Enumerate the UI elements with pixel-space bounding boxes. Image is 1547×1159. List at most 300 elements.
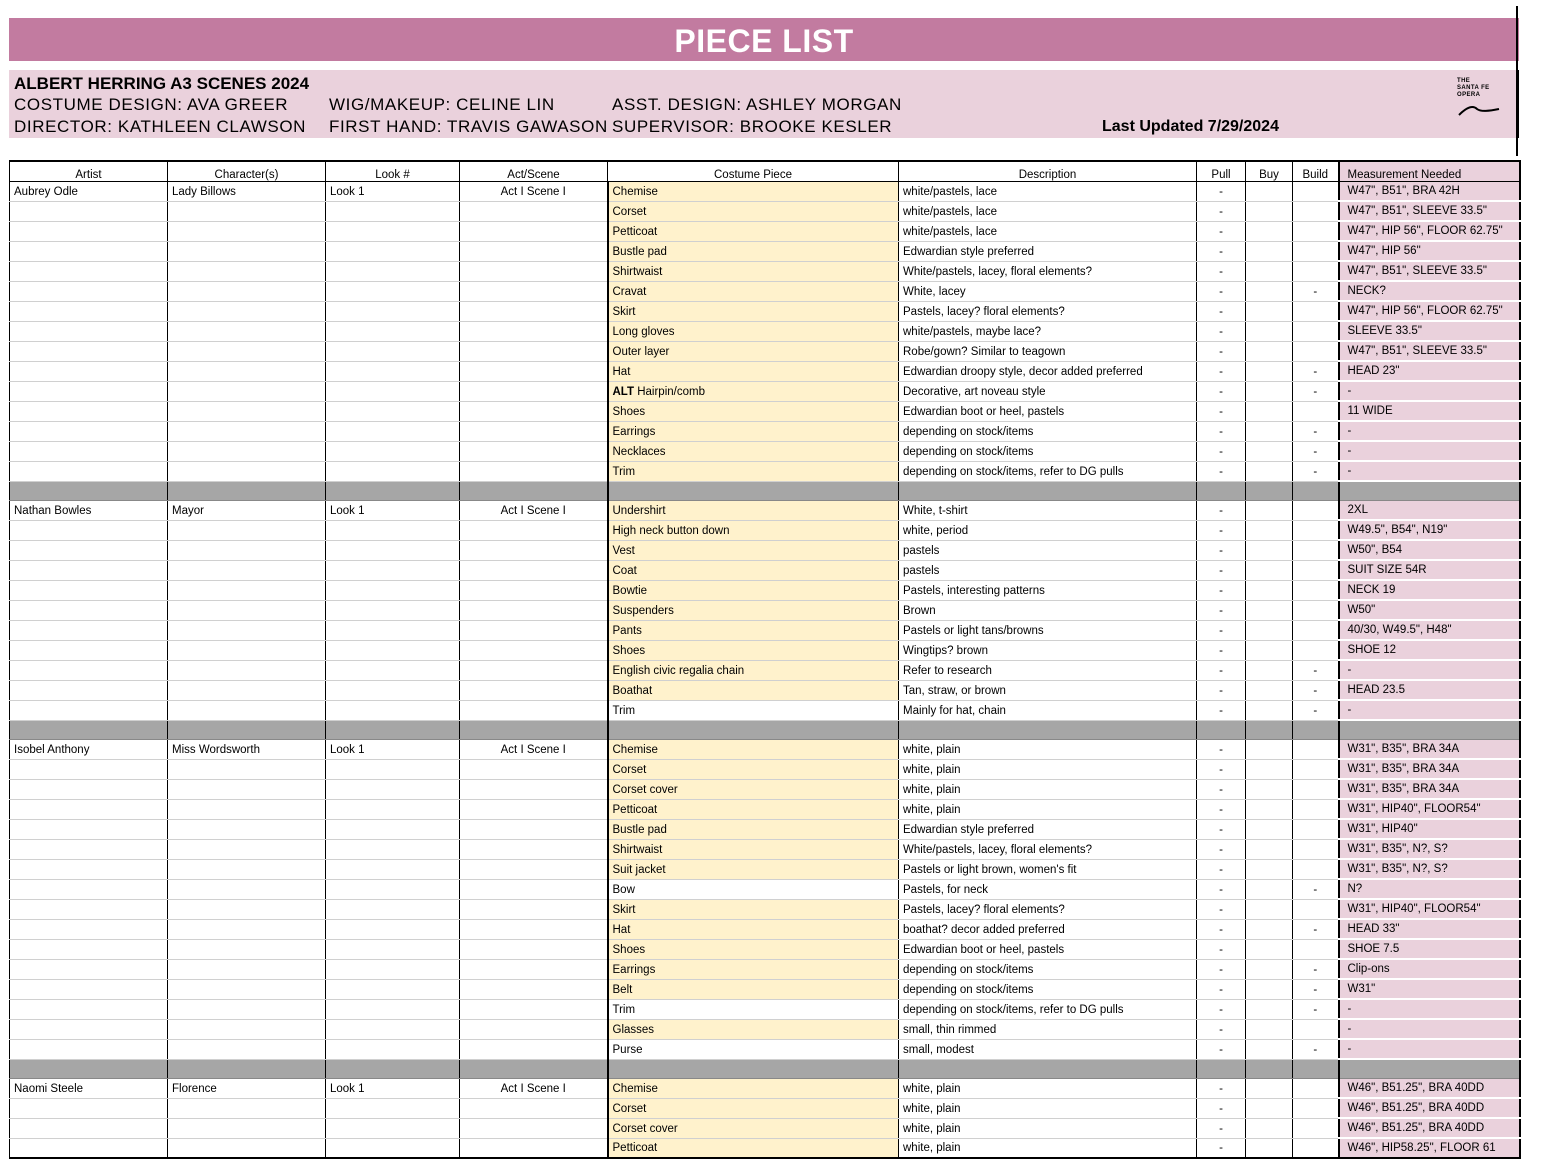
character-cell[interactable] (168, 1118, 326, 1138)
pull-cell[interactable]: - (1197, 939, 1246, 959)
act-scene-cell[interactable] (460, 540, 608, 560)
look-cell[interactable] (326, 1098, 460, 1118)
buy-cell[interactable] (1246, 1039, 1293, 1059)
buy-cell[interactable] (1246, 879, 1293, 899)
character-cell[interactable] (168, 859, 326, 879)
act-scene-cell[interactable] (460, 321, 608, 341)
measurement-cell[interactable]: 11 WIDE (1339, 401, 1520, 421)
description-cell[interactable]: Pastels, interesting patterns (899, 580, 1197, 600)
build-cell[interactable] (1293, 859, 1339, 879)
description-cell[interactable]: pastels (899, 540, 1197, 560)
artist-cell[interactable] (10, 859, 168, 879)
look-cell[interactable] (326, 680, 460, 700)
costume-piece-cell[interactable] (608, 441, 899, 461)
artist-cell[interactable] (10, 241, 168, 261)
artist-cell[interactable] (10, 461, 168, 481)
costume-piece-cell[interactable] (608, 839, 899, 859)
build-cell[interactable]: - (1293, 999, 1339, 1019)
build-cell[interactable]: - (1293, 700, 1339, 720)
character-cell[interactable] (168, 1138, 326, 1158)
character-cell[interactable] (168, 620, 326, 640)
character-cell[interactable] (168, 680, 326, 700)
look-cell[interactable] (326, 879, 460, 899)
costume-piece-cell[interactable] (608, 560, 899, 580)
build-cell[interactable] (1293, 779, 1339, 799)
description-cell[interactable]: Pastels or light tans/browns (899, 620, 1197, 640)
pull-cell[interactable]: - (1197, 819, 1246, 839)
costume-piece-cell[interactable] (608, 221, 899, 241)
act-scene-cell[interactable] (460, 560, 608, 580)
build-cell[interactable] (1293, 759, 1339, 779)
character-cell[interactable] (168, 341, 326, 361)
character-cell[interactable] (168, 441, 326, 461)
act-scene-cell[interactable] (460, 600, 608, 620)
build-cell[interactable] (1293, 241, 1339, 261)
costume-piece-cell[interactable] (608, 660, 899, 680)
pull-cell[interactable]: - (1197, 540, 1246, 560)
artist-cell[interactable] (10, 919, 168, 939)
look-cell[interactable] (326, 779, 460, 799)
pull-cell[interactable]: - (1197, 620, 1246, 640)
description-cell[interactable]: Robe/gown? Similar to teagown (899, 341, 1197, 361)
build-cell[interactable]: - (1293, 461, 1339, 481)
pull-cell[interactable]: - (1197, 740, 1246, 760)
column-header[interactable]: Description (899, 161, 1197, 182)
description-cell[interactable]: Pastels, lacey? floral elements? (899, 301, 1197, 321)
buy-cell[interactable] (1246, 600, 1293, 620)
measurement-cell[interactable]: W31", HIP40", FLOOR54" (1339, 799, 1520, 819)
look-cell[interactable] (326, 241, 460, 261)
artist-cell[interactable] (10, 879, 168, 899)
act-scene-cell[interactable] (460, 301, 608, 321)
build-cell[interactable] (1293, 600, 1339, 620)
costume-piece-cell[interactable] (608, 461, 899, 481)
measurement-cell[interactable]: HEAD 23" (1339, 361, 1520, 381)
column-header[interactable]: Pull (1197, 161, 1246, 182)
artist-cell[interactable] (10, 680, 168, 700)
measurement-cell[interactable]: W47", HIP 56" (1339, 241, 1520, 261)
look-cell[interactable] (326, 700, 460, 720)
character-cell[interactable]: Mayor (168, 501, 326, 521)
act-scene-cell[interactable] (460, 779, 608, 799)
character-cell[interactable] (168, 401, 326, 421)
act-scene-cell[interactable] (460, 421, 608, 441)
buy-cell[interactable] (1246, 919, 1293, 939)
artist-cell[interactable] (10, 620, 168, 640)
description-cell[interactable]: depending on stock/items (899, 979, 1197, 999)
pull-cell[interactable]: - (1197, 221, 1246, 241)
costume-piece-cell[interactable] (608, 580, 899, 600)
pull-cell[interactable]: - (1197, 759, 1246, 779)
costume-piece-cell[interactable] (608, 1138, 899, 1158)
costume-piece-cell[interactable] (608, 939, 899, 959)
pull-cell[interactable]: - (1197, 859, 1246, 879)
pull-cell[interactable]: - (1197, 660, 1246, 680)
description-cell[interactable]: Edwardian style preferred (899, 241, 1197, 261)
character-cell[interactable] (168, 540, 326, 560)
look-cell[interactable] (326, 301, 460, 321)
artist-cell[interactable] (10, 580, 168, 600)
costume-piece-cell[interactable] (608, 401, 899, 421)
character-cell[interactable] (168, 839, 326, 859)
buy-cell[interactable] (1246, 361, 1293, 381)
build-cell[interactable] (1293, 501, 1339, 521)
look-cell[interactable] (326, 560, 460, 580)
pull-cell[interactable]: - (1197, 381, 1246, 401)
build-cell[interactable] (1293, 221, 1339, 241)
measurement-cell[interactable]: W50" (1339, 600, 1520, 620)
description-cell[interactable]: white, plain (899, 1118, 1197, 1138)
character-cell[interactable] (168, 361, 326, 381)
measurement-cell[interactable]: - (1339, 441, 1520, 461)
build-cell[interactable] (1293, 540, 1339, 560)
character-cell[interactable] (168, 221, 326, 241)
act-scene-cell[interactable] (460, 1098, 608, 1118)
act-scene-cell[interactable] (460, 899, 608, 919)
measurement-cell[interactable]: - (1339, 700, 1520, 720)
look-cell[interactable] (326, 620, 460, 640)
artist-cell[interactable] (10, 819, 168, 839)
buy-cell[interactable] (1246, 819, 1293, 839)
look-cell[interactable]: Look 1 (326, 182, 460, 202)
pull-cell[interactable]: - (1197, 600, 1246, 620)
artist-cell[interactable] (10, 759, 168, 779)
look-cell[interactable] (326, 281, 460, 301)
artist-cell[interactable] (10, 600, 168, 620)
act-scene-cell[interactable] (460, 261, 608, 281)
act-scene-cell[interactable] (460, 341, 608, 361)
description-cell[interactable]: Pastels, lacey? floral elements? (899, 899, 1197, 919)
costume-piece-cell[interactable] (608, 381, 899, 401)
act-scene-cell[interactable]: Act I Scene I (460, 1079, 608, 1099)
build-cell[interactable] (1293, 839, 1339, 859)
look-cell[interactable] (326, 859, 460, 879)
artist-cell[interactable]: Aubrey Odle (10, 182, 168, 202)
act-scene-cell[interactable] (460, 620, 608, 640)
act-scene-cell[interactable] (460, 660, 608, 680)
artist-cell[interactable] (10, 560, 168, 580)
act-scene-cell[interactable] (460, 401, 608, 421)
description-cell[interactable]: white, plain (899, 799, 1197, 819)
pull-cell[interactable]: - (1197, 1118, 1246, 1138)
costume-piece-cell[interactable] (608, 301, 899, 321)
build-cell[interactable] (1293, 1138, 1339, 1158)
buy-cell[interactable] (1246, 799, 1293, 819)
description-cell[interactable]: depending on stock/items, refer to DG pulls (899, 461, 1197, 481)
artist-cell[interactable] (10, 341, 168, 361)
look-cell[interactable] (326, 580, 460, 600)
look-cell[interactable] (326, 660, 460, 680)
measurement-cell[interactable]: W46", B51.25", BRA 40DD (1339, 1079, 1520, 1099)
build-cell[interactable] (1293, 401, 1339, 421)
pull-cell[interactable]: - (1197, 640, 1246, 660)
look-cell[interactable] (326, 381, 460, 401)
measurement-cell[interactable]: NECK 19 (1339, 580, 1520, 600)
build-cell[interactable]: - (1293, 441, 1339, 461)
act-scene-cell[interactable] (460, 381, 608, 401)
build-cell[interactable] (1293, 939, 1339, 959)
pull-cell[interactable]: - (1197, 182, 1246, 202)
act-scene-cell[interactable] (460, 580, 608, 600)
artist-cell[interactable]: Isobel Anthony (10, 740, 168, 760)
look-cell[interactable] (326, 321, 460, 341)
description-cell[interactable]: Wingtips? brown (899, 640, 1197, 660)
measurement-cell[interactable]: W46", B51.25", BRA 40DD (1339, 1118, 1520, 1138)
act-scene-cell[interactable] (460, 221, 608, 241)
artist-cell[interactable] (10, 839, 168, 859)
look-cell[interactable] (326, 939, 460, 959)
description-cell[interactable]: Pastels or light brown, women's fit (899, 859, 1197, 879)
measurement-cell[interactable]: W46", HIP58.25", FLOOR 61 (1339, 1138, 1520, 1158)
artist-cell[interactable] (10, 1138, 168, 1158)
look-cell[interactable] (326, 979, 460, 999)
measurement-cell[interactable]: W31", B35", BRA 34A (1339, 740, 1520, 760)
costume-piece-cell[interactable] (608, 799, 899, 819)
character-cell[interactable]: Miss Wordsworth (168, 740, 326, 760)
artist-cell[interactable] (10, 321, 168, 341)
look-cell[interactable] (326, 640, 460, 660)
build-cell[interactable] (1293, 640, 1339, 660)
description-cell[interactable]: white, plain (899, 1098, 1197, 1118)
look-cell[interactable] (326, 421, 460, 441)
buy-cell[interactable] (1246, 1019, 1293, 1039)
measurement-cell[interactable]: W47", B51", SLEEVE 33.5" (1339, 201, 1520, 221)
column-header[interactable]: Character(s) (168, 161, 326, 182)
artist-cell[interactable] (10, 700, 168, 720)
artist-cell[interactable] (10, 361, 168, 381)
build-cell[interactable] (1293, 580, 1339, 600)
pull-cell[interactable]: - (1197, 879, 1246, 899)
description-cell[interactable]: small, modest (899, 1039, 1197, 1059)
buy-cell[interactable] (1246, 1098, 1293, 1118)
act-scene-cell[interactable] (460, 799, 608, 819)
build-cell[interactable]: - (1293, 879, 1339, 899)
measurement-cell[interactable]: W31", HIP40" (1339, 819, 1520, 839)
buy-cell[interactable] (1246, 461, 1293, 481)
act-scene-cell[interactable] (460, 759, 608, 779)
act-scene-cell[interactable] (460, 879, 608, 899)
character-cell[interactable] (168, 560, 326, 580)
build-cell[interactable] (1293, 1118, 1339, 1138)
character-cell[interactable]: Florence (168, 1079, 326, 1099)
buy-cell[interactable] (1246, 660, 1293, 680)
look-cell[interactable] (326, 899, 460, 919)
costume-piece-cell[interactable] (608, 281, 899, 301)
measurement-cell[interactable]: W50", B54 (1339, 540, 1520, 560)
measurement-cell[interactable]: W31", B35", BRA 34A (1339, 759, 1520, 779)
measurement-cell[interactable]: SUIT SIZE 54R (1339, 560, 1520, 580)
build-cell[interactable] (1293, 1079, 1339, 1099)
buy-cell[interactable] (1246, 979, 1293, 999)
character-cell[interactable] (168, 640, 326, 660)
costume-piece-cell[interactable] (608, 1118, 899, 1138)
build-cell[interactable] (1293, 301, 1339, 321)
buy-cell[interactable] (1246, 859, 1293, 879)
buy-cell[interactable] (1246, 182, 1293, 202)
buy-cell[interactable] (1246, 959, 1293, 979)
buy-cell[interactable] (1246, 281, 1293, 301)
costume-piece-cell[interactable] (608, 600, 899, 620)
buy-cell[interactable] (1246, 221, 1293, 241)
buy-cell[interactable] (1246, 201, 1293, 221)
pull-cell[interactable]: - (1197, 979, 1246, 999)
character-cell[interactable] (168, 580, 326, 600)
measurement-cell[interactable]: W47", B51", SLEEVE 33.5" (1339, 341, 1520, 361)
pull-cell[interactable]: - (1197, 401, 1246, 421)
column-header[interactable]: Measurement Needed (1339, 161, 1520, 182)
measurement-cell[interactable]: SLEEVE 33.5" (1339, 321, 1520, 341)
look-cell[interactable] (326, 1118, 460, 1138)
buy-cell[interactable] (1246, 899, 1293, 919)
look-cell[interactable] (326, 441, 460, 461)
character-cell[interactable] (168, 281, 326, 301)
measurement-cell[interactable]: - (1339, 660, 1520, 680)
artist-cell[interactable] (10, 779, 168, 799)
costume-piece-cell[interactable] (608, 959, 899, 979)
description-cell[interactable]: White, t-shirt (899, 501, 1197, 521)
column-header[interactable]: Artist (10, 161, 168, 182)
buy-cell[interactable] (1246, 640, 1293, 660)
buy-cell[interactable] (1246, 779, 1293, 799)
act-scene-cell[interactable]: Act I Scene I (460, 501, 608, 521)
costume-piece-cell[interactable] (608, 859, 899, 879)
measurement-cell[interactable]: W31", B35", N?, S? (1339, 859, 1520, 879)
character-cell[interactable] (168, 660, 326, 680)
act-scene-cell[interactable] (460, 1138, 608, 1158)
build-cell[interactable] (1293, 520, 1339, 540)
pull-cell[interactable]: - (1197, 520, 1246, 540)
look-cell[interactable] (326, 221, 460, 241)
character-cell[interactable] (168, 201, 326, 221)
pull-cell[interactable]: - (1197, 700, 1246, 720)
artist-cell[interactable] (10, 301, 168, 321)
act-scene-cell[interactable] (460, 281, 608, 301)
artist-cell[interactable] (10, 899, 168, 919)
artist-cell[interactable] (10, 540, 168, 560)
description-cell[interactable]: depending on stock/items (899, 959, 1197, 979)
costume-piece-cell[interactable] (608, 819, 899, 839)
pull-cell[interactable]: - (1197, 1098, 1246, 1118)
character-cell[interactable] (168, 421, 326, 441)
look-cell[interactable] (326, 959, 460, 979)
buy-cell[interactable] (1246, 401, 1293, 421)
measurement-cell[interactable]: W31", HIP40", FLOOR54" (1339, 899, 1520, 919)
description-cell[interactable]: depending on stock/items (899, 421, 1197, 441)
pull-cell[interactable]: - (1197, 919, 1246, 939)
costume-piece-cell[interactable] (608, 341, 899, 361)
costume-piece-cell[interactable] (608, 1079, 899, 1099)
buy-cell[interactable] (1246, 1079, 1293, 1099)
description-cell[interactable]: pastels (899, 560, 1197, 580)
pull-cell[interactable]: - (1197, 281, 1246, 301)
description-cell[interactable]: white/pastels, lace (899, 182, 1197, 202)
character-cell[interactable] (168, 819, 326, 839)
act-scene-cell[interactable] (460, 859, 608, 879)
character-cell[interactable] (168, 261, 326, 281)
column-header[interactable]: Build (1293, 161, 1339, 182)
costume-piece-cell[interactable] (608, 740, 899, 760)
act-scene-cell[interactable] (460, 959, 608, 979)
character-cell[interactable] (168, 939, 326, 959)
description-cell[interactable]: Decorative, art noveau style (899, 381, 1197, 401)
description-cell[interactable]: white, plain (899, 779, 1197, 799)
buy-cell[interactable] (1246, 700, 1293, 720)
description-cell[interactable]: depending on stock/items (899, 441, 1197, 461)
measurement-cell[interactable]: 2XL (1339, 501, 1520, 521)
act-scene-cell[interactable] (460, 520, 608, 540)
character-cell[interactable] (168, 759, 326, 779)
character-cell[interactable] (168, 999, 326, 1019)
character-cell[interactable] (168, 520, 326, 540)
costume-piece-cell[interactable] (608, 321, 899, 341)
character-cell[interactable] (168, 899, 326, 919)
buy-cell[interactable] (1246, 321, 1293, 341)
measurement-cell[interactable]: - (1339, 421, 1520, 441)
build-cell[interactable] (1293, 799, 1339, 819)
buy-cell[interactable] (1246, 939, 1293, 959)
look-cell[interactable] (326, 1019, 460, 1039)
costume-piece-cell[interactable] (608, 261, 899, 281)
pull-cell[interactable]: - (1197, 501, 1246, 521)
pull-cell[interactable]: - (1197, 441, 1246, 461)
act-scene-cell[interactable] (460, 441, 608, 461)
measurement-cell[interactable]: W47", HIP 56", FLOOR 62.75" (1339, 221, 1520, 241)
build-cell[interactable] (1293, 341, 1339, 361)
buy-cell[interactable] (1246, 759, 1293, 779)
costume-piece-cell[interactable] (608, 919, 899, 939)
character-cell[interactable] (168, 879, 326, 899)
pull-cell[interactable]: - (1197, 241, 1246, 261)
description-cell[interactable]: Pastels, for neck (899, 879, 1197, 899)
buy-cell[interactable] (1246, 560, 1293, 580)
look-cell[interactable]: Look 1 (326, 1079, 460, 1099)
column-header[interactable]: Look # (326, 161, 460, 182)
description-cell[interactable]: Edwardian boot or heel, pastels (899, 401, 1197, 421)
act-scene-cell[interactable] (460, 919, 608, 939)
measurement-cell[interactable]: W31" (1339, 979, 1520, 999)
description-cell[interactable]: Refer to research (899, 660, 1197, 680)
build-cell[interactable] (1293, 819, 1339, 839)
buy-cell[interactable] (1246, 999, 1293, 1019)
build-cell[interactable] (1293, 560, 1339, 580)
artist-cell[interactable] (10, 640, 168, 660)
build-cell[interactable] (1293, 620, 1339, 640)
pull-cell[interactable]: - (1197, 799, 1246, 819)
costume-piece-cell[interactable] (608, 421, 899, 441)
artist-cell[interactable] (10, 1118, 168, 1138)
costume-piece-cell[interactable] (608, 680, 899, 700)
artist-cell[interactable] (10, 979, 168, 999)
character-cell[interactable] (168, 600, 326, 620)
act-scene-cell[interactable] (460, 819, 608, 839)
pull-cell[interactable]: - (1197, 461, 1246, 481)
character-cell[interactable] (168, 959, 326, 979)
build-cell[interactable] (1293, 182, 1339, 202)
measurement-cell[interactable]: NECK? (1339, 281, 1520, 301)
measurement-cell[interactable]: 40/30, W49.5", H48" (1339, 620, 1520, 640)
look-cell[interactable] (326, 401, 460, 421)
description-cell[interactable]: white/pastels, lace (899, 221, 1197, 241)
look-cell[interactable] (326, 520, 460, 540)
artist-cell[interactable]: Naomi Steele (10, 1079, 168, 1099)
build-cell[interactable]: - (1293, 979, 1339, 999)
description-cell[interactable]: Edwardian boot or heel, pastels (899, 939, 1197, 959)
character-cell[interactable] (168, 1019, 326, 1039)
character-cell[interactable] (168, 919, 326, 939)
buy-cell[interactable] (1246, 520, 1293, 540)
costume-piece-cell[interactable] (608, 540, 899, 560)
look-cell[interactable] (326, 1138, 460, 1158)
